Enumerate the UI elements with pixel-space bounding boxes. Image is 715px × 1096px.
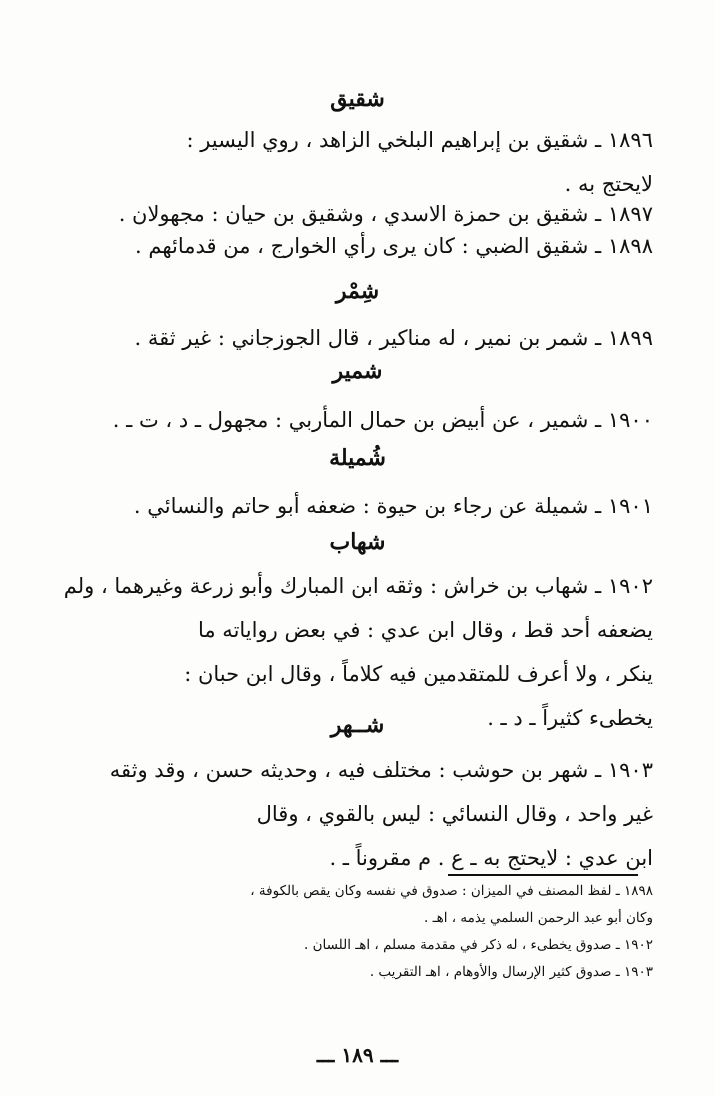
entry-line: يضعفه أحد قط ، وقال ابن عدي : في بعض رواياته ما bbox=[197, 618, 653, 642]
entry-line: غير واحد ، وقال النسائي : ليس بالقوي ، وقال bbox=[256, 802, 653, 826]
entry-line: ١٩٠٣ ـ شهر بن حوشب : مختلف فيه ، وحديثه حسن ، وقد وثقه bbox=[109, 758, 653, 782]
entry-line: ينكر ، ولا أعرف للمتقدمين فيه كلاماً ، وقال ابن حبان : bbox=[184, 662, 653, 686]
footnote-line: وكان أبو عبد الرحمن السلمي يذمه ، اهـ . bbox=[424, 910, 653, 926]
entry-line: ١٩٠٠ ـ شمير ، عن أبيض بن حمال المأربي : مجهول ـ د ، ت ـ . bbox=[112, 408, 653, 432]
footnote-line: ١٩٠٢ ـ صدوق يخطىء ، له ذكر في مقدمة مسلم ، اهـ اللسان . bbox=[304, 937, 653, 953]
section-heading-shumair: شمير bbox=[332, 358, 383, 384]
entry-line: ١٩٠١ ـ شميلة عن رجاء بن حيوة : ضعفه أبو حاتم والنسائي . bbox=[133, 494, 653, 518]
entry-1898 bbox=[48, 224, 653, 268]
footnote-line: ١٨٩٨ ـ لفظ المصنف في الميزان : صدوق في نفسه وكان يقص بالكوفة ، bbox=[250, 883, 653, 899]
page-number: ـــ ١٨٩ ـــ bbox=[316, 1043, 399, 1067]
entry-1899 bbox=[48, 316, 653, 360]
footnotes bbox=[53, 878, 653, 986]
entry-line: لايحتج به . bbox=[564, 172, 653, 196]
section-heading-shahr: شــهر bbox=[330, 712, 385, 738]
entry-1903 bbox=[48, 748, 653, 880]
footnote-line: ١٩٠٣ ـ صدوق كثير الإرسال والأوهام ، اهـ التقريب . bbox=[369, 964, 653, 980]
entry-line: ١٨٩٦ ـ شقيق بن إبراهيم البلخي الزاهد ، روي اليسير : bbox=[186, 128, 653, 152]
section-heading-shimr: شِمْر bbox=[335, 278, 380, 304]
entry-line: ١٩٠٢ ـ شهاب بن خراش : وثقه ابن المبارك وأبو زرعة وغيرهما ، ولم bbox=[63, 574, 653, 598]
entry-1900 bbox=[48, 398, 653, 442]
entry-1901 bbox=[48, 484, 653, 528]
footnote-divider bbox=[448, 874, 638, 876]
entry-line: ١٨٩٩ ـ شمر بن نمير ، له مناكير ، قال الجوزجاني : غير ثقة . bbox=[134, 326, 653, 350]
entry-line: يخطىء كثيراً ـ د ـ . bbox=[487, 706, 653, 730]
entry-line: ابن عدي : لايحتج به ـ ع . م مقروناً ـ . bbox=[329, 846, 653, 870]
section-heading-shumaila: شُميلة bbox=[329, 445, 386, 471]
section-heading-shihab: شهاب bbox=[329, 529, 386, 555]
entry-line: ١٨٩٧ ـ شقيق بن حمزة الاسدي ، وشقيق بن حيان : مجهولان . bbox=[118, 202, 653, 226]
entry-line: ١٨٩٨ ـ شقيق الضبي : كان يرى رأي الخوارج ، من قدمائهم . bbox=[135, 234, 653, 258]
section-heading-shaqiq: شقيق bbox=[330, 86, 385, 112]
